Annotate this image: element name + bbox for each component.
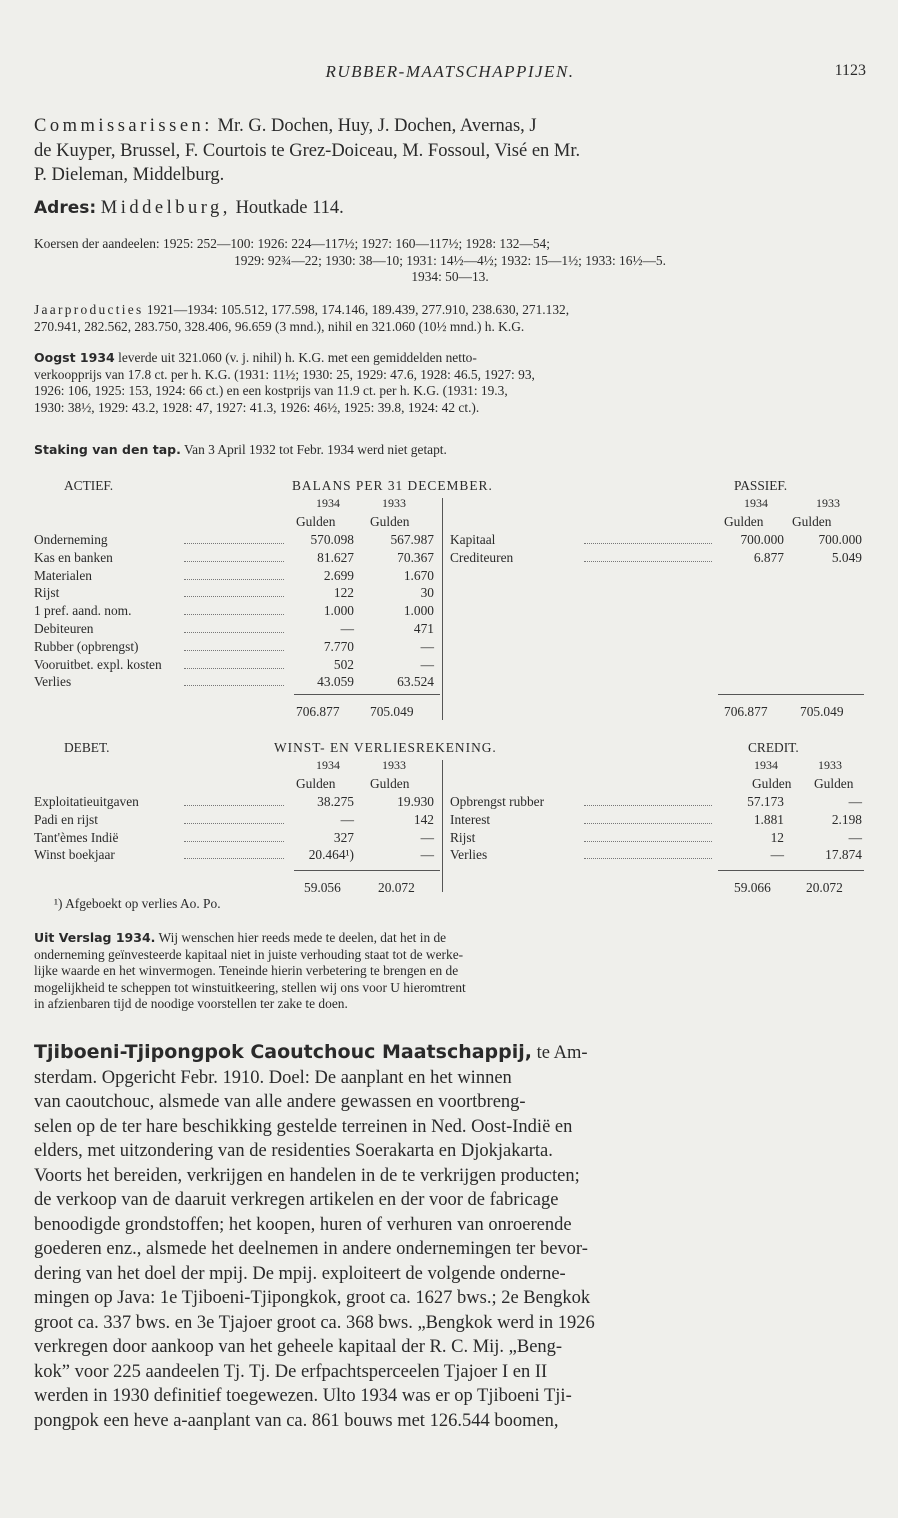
verslag-block [34,930,866,1013]
balans-unit-1933-left: Gulden [370,514,410,529]
header-title: RUBBER-MAATSCHAPPIJEN. [325,62,575,81]
winst-year-1934-left: 1934 [316,758,340,772]
winst-total-left-1933: 20.072 [378,880,415,895]
koersen-line-1: Koersen der aandeelen: 1925: 252—100: 1926: 224—117½; 1927: 160—117½; 1928: 132—54; [34,236,550,251]
winst-total-rule-right [718,870,864,871]
tjiboeni-line: de verkoop van de daaruit verkregen artikelen en der voor de fabricage [34,1190,559,1210]
credit-row-label: Opbrengst rubber [450,794,545,809]
passief-row-value-1934: 6.877 [753,549,784,565]
passief-row-value-1934: 700.000 [740,532,784,547]
oogst-line-4: 1930: 38½, 1929: 43.2, 1928: 47, 1927: 41.3, 1926: 46½, 1925: 39.8, 1924: 42 ct.). [34,399,480,415]
passief-row-label: Kapitaal [450,532,496,547]
verslag-label: Uit Verslag 1934. [34,930,156,945]
actief-row-value-1933: 1.000 [403,603,434,619]
credit-row-value-1934: 1.881 [753,811,784,827]
verslag-line-2: onderneming geïnvesteerde kapitaal niet in juiste verhouding staat tot de werke- [34,946,464,962]
winst-unit-1934-left: Gulden [296,776,336,791]
winst-left-title: DEBET. [64,740,110,755]
passief-row-value-1933: 700.000 [818,532,862,547]
debet-row-value-1933: — [420,847,434,863]
winst-year-1933-right: 1933 [818,758,842,772]
actief-row-value-1934: 1.000 [323,603,354,619]
verslag-line-4: mogelijkheid te scheppen tot winstuitkeering, stellen wij ons voor U hieromtrent [34,979,466,995]
adres-city: Middelburg, [100,198,231,218]
adres-label: Adres: [34,198,97,218]
actief-row-value-1934: 81.627 [317,549,354,565]
actief-row-value-1933: — [420,656,434,672]
actief-row-value-1934: 7.770 [323,638,354,654]
credit-row-label: Interest [450,811,491,827]
credit-row-label: Verlies [450,847,488,863]
actief-row-leader-dots [184,532,284,544]
winst-unit-1933-right: Gulden [814,776,854,791]
actief-row-leader-dots [184,674,284,686]
actief-row-value-1933: — [420,638,434,654]
actief-row-label: Rijst [34,585,60,601]
staking-label: Staking van den tap. [34,442,181,457]
passief-row-value-1933: 5.049 [831,549,862,565]
debet-row-leader-dots [184,794,284,806]
commissarissen-paragraph [34,114,866,188]
balans-total-right-1934: 706.877 [724,704,768,719]
balans-year-1934-left: 1934 [316,496,340,510]
commissarissen-line-2: de Kuyper, Brussel, F. Courtois te Grez-Doiceau, M. Fossoul, Visé en Mr. [34,140,581,161]
tjiboeni-company-name: Tjiboeni-Tjipongpok Caoutchouc Maatschappij, [34,1041,532,1063]
tjiboeni-line: mingen op Java: 1e Tjiboeni-Tjipongkok, groot ca. 1627 bws.; 2e Bengkok [34,1288,591,1308]
actief-row-label: 1 pref. aand. nom. [34,603,132,619]
debet-row-leader-dots [184,830,284,842]
oogst-block [34,350,866,416]
oogst-label: Oogst 1934 [34,350,115,365]
debet-row-value-1934: 20.464¹) [308,847,354,863]
winst-table [34,736,866,916]
actief-row-leader-dots [184,657,284,669]
balans-unit-1934-left: Gulden [296,514,336,529]
jaarproducties-line-1: 1921—1934: 105.512, 177.598, 174.146, 189.439, 277.910, 238.630, 271.132, [146,302,570,317]
actief-row-value-1934: 43.059 [317,674,354,690]
actief-row-value-1933: 70.367 [397,549,434,565]
balans-right-title: PASSIEF. [734,478,788,493]
jaarproducties-line-2: 270.941, 282.562, 283.750, 328.406, 96.659 (3 mnd.), nihil en 321.060 (10½ mnd.) h. K.G. [34,318,525,334]
credit-row-value-1933: 2.198 [831,811,862,827]
running-header [34,62,866,86]
tjiboeni-line: werden in 1930 definitief toegewezen. Ulto 1934 was er op Tjiboeni Tji- [34,1386,572,1406]
debet-row-label: Padi en rijst [34,811,98,827]
debet-row-value-1934: — [340,811,354,827]
actief-row-value-1934: 122 [333,585,354,601]
commissarissen-line-1: Mr. G. Dochen, Huy, J. Dochen, Avernas, J [217,116,537,136]
credit-row-value-1934: 57.173 [747,794,784,809]
balans-unit-1933-right: Gulden [792,514,832,529]
balans-total-rule-left [294,694,440,695]
koersen-line-2: 1929: 92¾—22; 1930: 38—10; 1931: 14½—4½; 1932: 15—1½; 1933: 16½—5. [234,252,666,268]
credit-row-leader-dots [584,812,712,824]
balans-total-left-1934: 706.877 [296,704,340,719]
winst-total-rule-left [294,870,440,871]
balans-center-title: BALANS PER 31 DECEMBER. [292,478,493,493]
tjiboeni-line: benoodigde grondstoffen; het koopen, huren of verhuren van onroerende [34,1214,572,1235]
tjiboeni-line: dering van het doel der mpij. De mpij. exploiteert de volgende onderne- [34,1263,566,1284]
balans-year-1933-right: 1933 [816,496,840,510]
actief-row-leader-dots [184,639,284,651]
actief-row-leader-dots [184,585,284,597]
tjiboeni-line: verkregen door aankoop van het geheele kapitaal der R. C. Mij. „Beng- [34,1337,563,1357]
balans-divider [442,498,443,720]
tjiboeni-line: pongpok een heve a-aanplant van ca. 861 bouws met 126.544 boomen, [34,1410,559,1431]
actief-row-value-1933: 567.987 [390,532,434,547]
actief-row-value-1934: — [340,621,354,636]
winst-right-title: CREDIT. [748,740,799,755]
passief-row-label: Crediteuren [450,549,514,565]
jaarproducties-label: Jaarproducties [34,302,144,317]
passief-row-leader-dots [584,532,712,544]
debet-row-label: Tant'èmes Indië [34,829,119,845]
balans-total-left-1933: 705.049 [370,704,414,719]
balans-year-1934-right: 1934 [744,496,768,510]
oogst-line-2: verkoopprijs van 17.8 ct. per h. K.G. (1931: 11½; 1930: 25, 1929: 47.6, 1928: 46.5, 1927: 93, [34,366,535,382]
credit-row-leader-dots [584,830,712,842]
winst-total-right-1933: 20.072 [806,880,843,895]
jaarproducties-block [34,302,866,335]
actief-row-label: Debiteuren [34,621,94,636]
balans-unit-1934-right: Gulden [724,514,764,529]
debet-row-label: Winst boekjaar [34,847,115,863]
credit-row-value-1934: 12 [770,829,784,845]
debet-row-leader-dots [184,847,284,859]
balans-year-1933-left: 1933 [382,496,406,510]
tjiboeni-paragraph [34,1040,866,1433]
actief-row-value-1934: 2.699 [323,567,354,583]
actief-row-value-1933: 63.524 [397,674,434,690]
balans-total-rule-right [718,694,864,695]
koersen-block [34,236,866,286]
actief-row-label: Kas en banken [34,549,113,565]
passief-row-leader-dots [584,550,712,562]
verslag-line-3: lijke waarde en het winvermogen. Teneinde hierin verbetering te brengen en de [34,963,459,978]
credit-row-value-1933: 17.874 [825,847,862,863]
actief-row-label: Materialen [34,567,92,583]
actief-row-label: Verlies [34,674,72,690]
credit-row-value-1933: — [848,794,862,809]
actief-row-label: Vooruitbet. expl. kosten [34,656,162,672]
winst-footnote: ¹) Afgeboekt op verlies Ao. Po. [54,896,221,911]
debet-row-value-1933: 142 [413,811,434,827]
debet-row-value-1934: 327 [333,829,354,845]
debet-row-label: Exploitatieuitgaven [34,794,139,809]
verslag-line-5: in afzienbaren tijd de noodige voorstellen ter zake te doen. [34,996,348,1011]
actief-row-value-1934: 502 [333,656,354,672]
tjiboeni-line: Voorts het bereiden, verkrijgen en handelen in de te verkrijgen producten; [34,1165,580,1186]
actief-row-value-1934: 570.098 [310,532,354,547]
tjiboeni-line: selen op de ter hare beschikking gestelde terreinen in Ned. Oost-Indië en [34,1116,573,1137]
balans-table [34,474,866,734]
debet-row-value-1933: — [420,829,434,845]
winst-divider [442,760,443,892]
winst-year-1934-right: 1934 [754,758,778,772]
credit-row-leader-dots [584,794,712,806]
staking-text: Van 3 April 1932 tot Febr. 1934 werd niet getapt. [183,442,447,457]
debet-row-value-1933: 19.930 [397,794,434,809]
tjiboeni-line-0: te Am- [536,1043,588,1063]
oogst-line-1: leverde uit 321.060 (v. j. nihil) h. K.G. met een gemiddelden netto- [118,350,477,365]
actief-row-value-1933: 30 [420,585,434,601]
balans-left-title: ACTIEF. [64,478,114,493]
actief-row-leader-dots [184,621,284,633]
tjiboeni-lines [34,1066,866,1434]
actief-row-label: Rubber (opbrengst) [34,638,139,654]
credit-row-value-1933: — [848,829,862,845]
tjiboeni-line: goederen enz., alsmede het deelnemen in andere ondernemingen ter bevor- [34,1239,588,1259]
credit-row-leader-dots [584,847,712,859]
koersen-line-3: 1934: 50—13. [411,269,489,284]
actief-row-leader-dots [184,603,284,615]
credit-row-value-1934: — [770,847,784,863]
actief-row-label: Onderneming [34,532,108,547]
credit-row-label: Rijst [450,829,476,845]
commissarissen-line-3: P. Dieleman, Middelburg. [34,165,225,185]
tjiboeni-line: sterdam. Opgericht Febr. 1910. Doel: De aanplant en het winnen [34,1067,512,1088]
actief-row-value-1933: 1.670 [403,567,434,583]
tjiboeni-line: van caoutchouc, alsmede van alle andere gewassen en voortbreng- [34,1092,526,1112]
actief-row-leader-dots [184,550,284,562]
oogst-line-3: 1926: 106, 1925: 153, 1924: 66 ct.) en een kostprijs van 11.9 ct. per h. K.G. (1931: 19.3, [34,383,508,398]
winst-center-title: WINST- EN VERLIESREKENING. [274,740,497,755]
winst-unit-1933-left: Gulden [370,776,410,791]
adres-line [34,196,866,221]
winst-unit-1934-right: Gulden [752,776,792,791]
page-number: 1123 [834,62,866,79]
debet-row-value-1934: 38.275 [317,794,354,809]
debet-row-leader-dots [184,812,284,824]
winst-year-1933-left: 1933 [382,758,406,772]
commissarissen-label: Commissarissen: [34,116,213,136]
adres-street: Houtkade 114. [235,198,344,218]
winst-total-right-1934: 59.066 [734,880,771,895]
actief-row-leader-dots [184,568,284,580]
actief-row-value-1933: 471 [413,621,434,636]
tjiboeni-line: kok” voor 225 aandeelen Tj. Tj. De erfpachtsperceelen Tjajoer I en II [34,1361,548,1382]
verslag-line-1: Wij wenschen hier reeds mede te deelen, dat het in de [158,930,447,945]
tjiboeni-line: elders, met uitzondering van de residenties Soerakarta en Djokjakarta. [34,1141,553,1161]
tjiboeni-line: groot ca. 337 bws. en 3e Tjajoer groot ca. 368 bws. „Bengkok werd in 1926 [34,1312,595,1333]
staking-line [34,442,866,459]
balans-total-right-1933: 705.049 [800,704,844,719]
winst-total-left-1934: 59.056 [304,880,341,895]
